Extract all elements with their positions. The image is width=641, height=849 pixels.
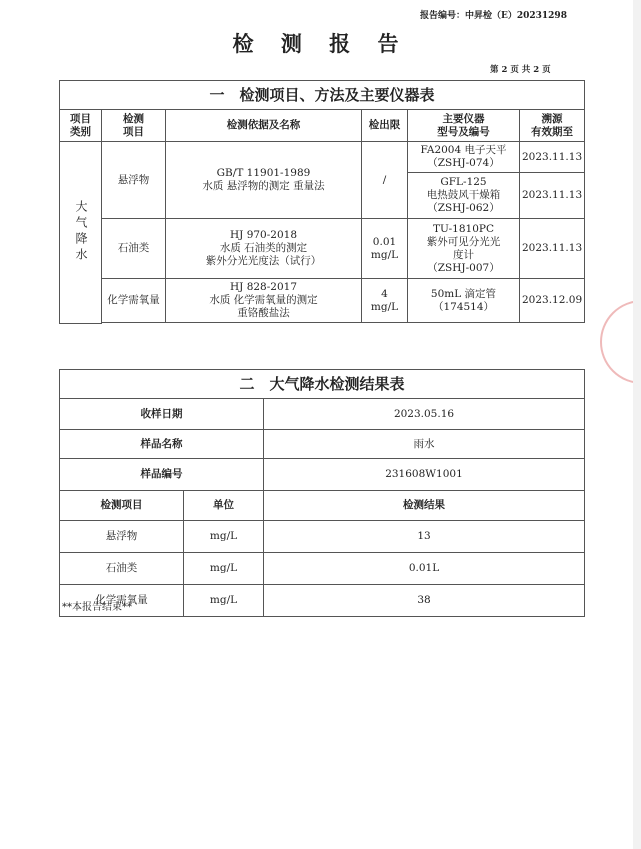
sampling-date-value: 2023.05.16 — [264, 399, 585, 430]
instrument-cell: GFL-125 电热鼓风干燥箱 （ZSHJ-062） — [408, 173, 520, 219]
table-row — [60, 585, 585, 617]
section1-title: 一 检测项目、方法及主要仪器表 — [60, 81, 585, 110]
col-header-instrument: 主要仪器 型号及编号 — [408, 110, 520, 142]
result-header-value: 检测结果 — [264, 491, 585, 521]
limit-cell: / — [362, 142, 408, 219]
method-cell: GB/T 11901-1989 水质 悬浮物的测定 重量法 — [166, 142, 362, 219]
limit-cell: 0.01 mg/L — [362, 219, 408, 279]
sample-no-value: 231608W1001 — [264, 459, 585, 491]
trace-date-cell: 2023.12.09 — [520, 279, 585, 323]
sample-no-label: 样品编号 — [60, 459, 264, 491]
methods-table — [59, 80, 585, 324]
method-cell: HJ 828-2017 水质 化学需氧量的测定 重铬酸盐法 — [166, 279, 362, 323]
result-item: 化学需氧量 — [60, 585, 184, 617]
result-item: 悬浮物 — [60, 521, 184, 553]
trace-date-cell: 2023.11.13 — [520, 142, 585, 173]
col-header-method: 检测依据及名称 — [166, 110, 362, 142]
page-edge-divider — [633, 0, 641, 849]
result-value: 38 — [264, 585, 585, 617]
table-row — [60, 553, 585, 585]
instrument-cell: FA2004 电子天平 （ZSHJ-074） — [408, 142, 520, 173]
table-row — [60, 521, 585, 553]
result-unit: mg/L — [184, 553, 264, 585]
col-header-category: 项目 类别 — [60, 110, 102, 142]
item-cell: 悬浮物 — [102, 142, 166, 219]
result-header-unit: 单位 — [184, 491, 264, 521]
item-cell: 石油类 — [102, 219, 166, 279]
page-title: 检 测 报 告 — [232, 32, 409, 56]
result-value: 0.01L — [264, 553, 585, 585]
col-header-item: 检测 项目 — [102, 110, 166, 142]
instrument-cell: TU-1810PC 紫外可见分光光 度计 （ZSHJ-007） — [408, 219, 520, 279]
sampling-date-label: 收样日期 — [60, 399, 264, 430]
col-header-trace-date: 溯源 有效期至 — [520, 110, 585, 142]
trace-date-cell: 2023.11.13 — [520, 219, 585, 279]
results-table — [59, 369, 585, 617]
col-header-limit: 检出限 — [362, 110, 408, 142]
report-number: 报告编号：中昇检（E）20231298 — [420, 11, 567, 21]
result-unit: mg/L — [184, 521, 264, 553]
sample-name-value: 雨水 — [264, 430, 585, 459]
instrument-cell: 50mL 滴定管 （174514） — [408, 279, 520, 323]
result-header-item: 检测项目 — [60, 491, 184, 521]
category-cell: 大气降水 — [60, 142, 102, 324]
end-note: **本报告结束** — [62, 602, 132, 613]
result-unit: mg/L — [184, 585, 264, 617]
result-item: 石油类 — [60, 553, 184, 585]
sample-name-label: 样品名称 — [60, 430, 264, 459]
method-cell: HJ 970-2018 水质 石油类的测定 紫外分光光度法（试行） — [166, 219, 362, 279]
page-info: 第 2 页 共 2 页 — [490, 65, 551, 75]
result-value: 13 — [264, 521, 585, 553]
section2-title: 二 大气降水检测结果表 — [60, 370, 585, 399]
item-cell: 化学需氧量 — [102, 279, 166, 323]
trace-date-cell: 2023.11.13 — [520, 173, 585, 219]
limit-cell: 4 mg/L — [362, 279, 408, 323]
